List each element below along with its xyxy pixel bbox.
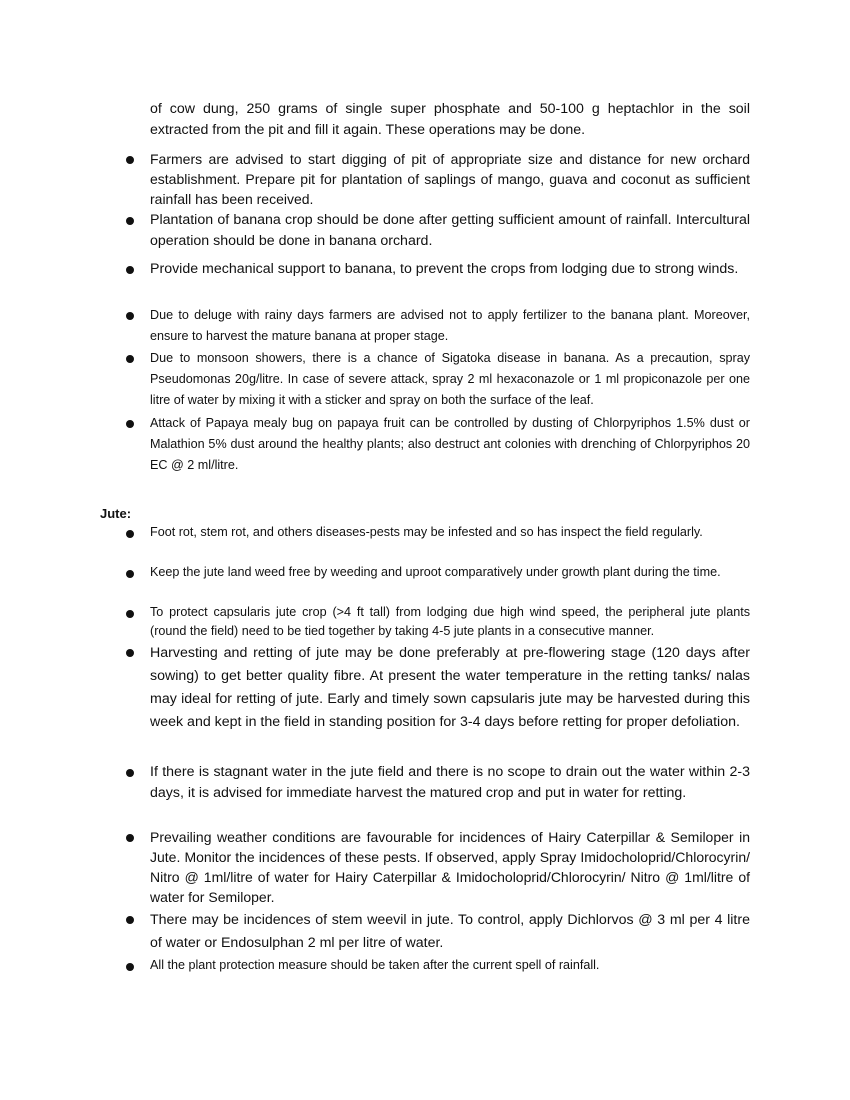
bullet-marker: [126, 769, 134, 777]
bullet-marker: [126, 916, 134, 924]
list-item: Due to monsoon showers, there is a chance of Sigatoka disease in banana. As a precaution, spray Pseudomonas 20g/litre. In case of severe attack, spray 2 ml hexaconazole or 1 ml propiconazole per one litre of water by mixing it with a sticker and spray on both the surface of the leaf.: [150, 351, 750, 407]
section-heading-jute: Jute:: [100, 506, 132, 521]
bullet-marker: [126, 217, 134, 225]
list-item: To protect capsularis jute crop (>4 ft tall) from lodging due high wind speed, the peripheral jute plants (round the field) need to be tied together by taking 4-5 jute plants in a consecutive manner.: [150, 605, 750, 638]
list-item: If there is stagnant water in the jute field and there is no scope to drain out the water within 2-3 days, it is advised for immediate harvest the matured crop and put in water for retting.: [150, 764, 750, 801]
bullet-marker: [126, 355, 134, 363]
bullet-marker: [126, 610, 134, 618]
list-item: Provide mechanical support to banana, to prevent the crops from lodging due to strong winds.: [150, 261, 739, 277]
list-item: There may be incidences of stem weevil in jute. To control, apply Dichlorvos @ 3 ml per 4 litre of water or Endosulphan 2 ml per litre of water.: [150, 912, 750, 951]
list-item: Keep the jute land weed free by weeding and uproot comparatively under growth plant during the time.: [150, 565, 721, 579]
bullet-marker: [126, 963, 134, 971]
bullet-marker: [126, 420, 134, 428]
list-item: All the plant protection measure should be taken after the current spell of rainfall.: [150, 958, 600, 972]
bullet-marker: [126, 530, 134, 538]
list-item: Farmers are advised to start digging of pit of appropriate size and distance for new orchard establishment. Prepare pit for plantation of saplings of mango, guava and coconut as sufficient rainfall has been received.: [150, 151, 750, 207]
list-item: Foot rot, stem rot, and others diseases-pests may be infested and so has inspect the field regularly.: [150, 525, 703, 539]
bullet-marker: [126, 570, 134, 578]
list-item: Harvesting and retting of jute may be done preferably at pre-flowering stage (120 days after sowing) to get better quality fibre. At present the water temperature in the retting tanks/ nalas may ideal for retting of jute. Early and timely sown capsularis jute may be harvested during this week and kept in the field in standing position for 3-4 days before retting for proper defoliation.: [150, 645, 750, 730]
bullet-marker: [126, 312, 134, 320]
list-item: Attack of Papaya mealy bug on papaya fruit can be controlled by dusting of Chlorpyriphos 1.5% dust or Malathion 5% dust around the healthy plants; also destruct ant colonies with drenching of Chlorpyriphos 20 EC @ 2 ml/litre.: [150, 416, 750, 472]
bullet-marker: [126, 834, 134, 842]
bullet-marker: [126, 266, 134, 274]
intro-paragraph: of cow dung, 250 grams of single super phosphate and 50-100 g heptachlor in the soil extracted from the pit and fill it again. These operations may be done.: [150, 101, 750, 138]
bullet-marker: [126, 156, 134, 164]
list-item: Plantation of banana crop should be done after getting sufficient amount of rainfall. Intercultural operation should be done in banana orchard.: [150, 212, 750, 249]
list-item: Due to deluge with rainy days farmers are advised not to apply fertilizer to the banana plant. Moreover, ensure to harvest the mature banana at proper stage.: [150, 308, 750, 343]
bullet-marker: [126, 649, 134, 657]
list-item: Prevailing weather conditions are favourable for incidences of Hairy Caterpillar & Semiloper in Jute. Monitor the incidences of these pests. If observed, apply Spray Imidocholoprid/Chlorocyrin/ Nitro @ 1ml/litre of water for Hairy Caterpillar & Imidocholoprid/Chlorocyrin/ Nitro @ 1ml/litre of water for Semiloper.: [150, 829, 750, 905]
